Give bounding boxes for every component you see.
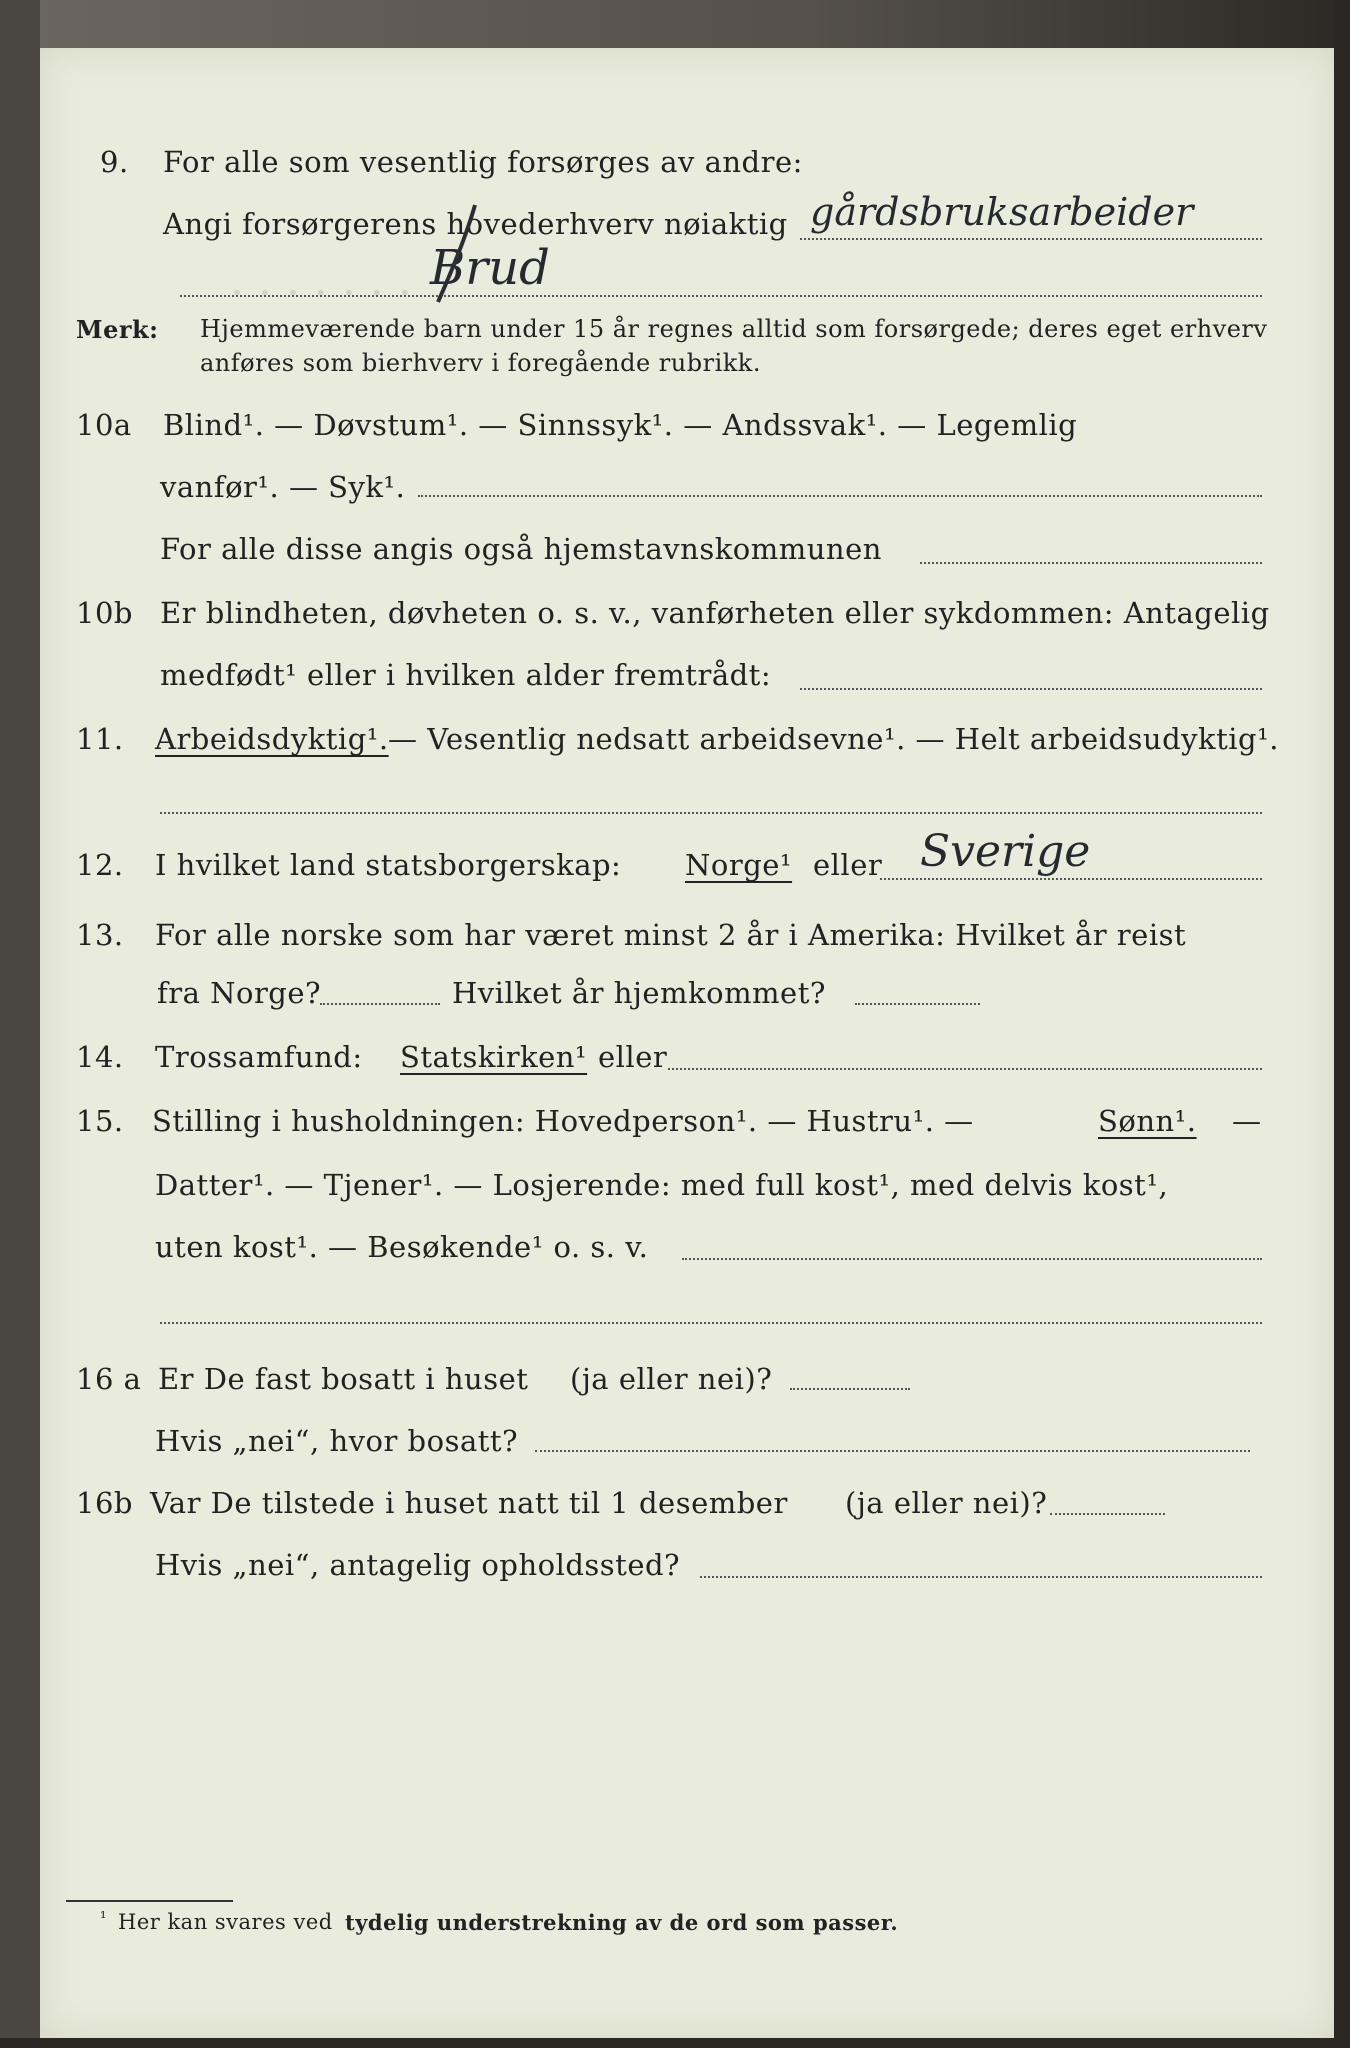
q14-answer-line <box>668 1068 1262 1070</box>
footnote-mark: ¹ <box>100 1908 107 1927</box>
q15-dash: — <box>1232 1104 1262 1138</box>
q16b-line2: Hvis „nei“, antagelig opholdssted? <box>155 1548 681 1582</box>
q9-number: 9. <box>100 145 129 179</box>
scan-border-top <box>0 0 1350 48</box>
q16a-answer-line <box>790 1388 910 1390</box>
q16a-line2: Hvis „nei“, hvor bosatt? <box>155 1424 519 1458</box>
q11-rest: — Vesentlig nedsatt arbeidsevne¹. — Helt arbeidsudyktig¹. <box>388 722 1279 756</box>
q11-answer-line <box>160 812 1262 814</box>
q13-line2-hjemkommet: Hvilket år hjemkommet? <box>452 976 826 1010</box>
q12-answer-line <box>880 878 1262 880</box>
q11-arbeidsdyktig-underlined: Arbeidsdyktig¹. <box>155 722 389 756</box>
q10a-line3: For alle disse angis også hjemstavnskommunen <box>160 532 882 566</box>
q10b-answer-line <box>800 688 1262 690</box>
q16b-number: 16b <box>76 1486 133 1520</box>
q10b-line2: medfødt¹ eller i hvilken alder fremtrådt: <box>160 658 772 692</box>
merk-label: Merk: <box>76 315 159 344</box>
q16b-opholdssted-answer-line <box>700 1576 1262 1578</box>
footnote-text-plain: Her kan svares ved <box>118 1910 333 1934</box>
footnote-text-bold: tydelig understrekning av de ord som passer. <box>345 1910 899 1935</box>
q16a-line1: Er De fast bosatt i huset <box>158 1362 529 1396</box>
q16b-line1: Var De tilstede i huset natt til 1 desember <box>150 1486 788 1520</box>
q14-number: 14. <box>76 1040 124 1074</box>
q10b-line1: Er blindheten, døvheten o. s. v., vanførheten eller sykdommen: Antagelig <box>160 596 1270 630</box>
q10a-syk-answer-line <box>418 495 1262 497</box>
q9-handwritten-answer: gårdsbruksarbeider <box>810 190 1194 234</box>
q13-line2-reist: fra Norge? <box>157 976 322 1010</box>
q15-answer-line <box>682 1258 1262 1260</box>
footnote-rule <box>66 1900 233 1902</box>
q16b-ja-eller-nei: (ja eller nei)? <box>845 1486 1048 1520</box>
q16a-bosatt-answer-line <box>535 1450 1250 1452</box>
q15-line3: uten kost¹. — Besøkende¹ o. s. v. <box>155 1230 649 1264</box>
bleed-through-heading: · · · · · · · <box>230 268 412 319</box>
q10a-line2: vanfør¹. — Syk¹. <box>160 470 406 504</box>
q10a-hjemstavn-answer-line <box>920 562 1262 564</box>
q15-number: 15. <box>76 1104 124 1138</box>
q12-number: 12. <box>76 848 124 882</box>
q14-eller: eller <box>598 1040 668 1074</box>
q10a-number: 10a <box>76 408 132 442</box>
q14-label: Trossamfund: <box>155 1040 363 1074</box>
q13-hjemkommet-answer-line <box>855 1003 980 1005</box>
q13-reist-answer-line <box>320 1003 440 1005</box>
q12-label: I hvilket land statsborgerskap: <box>155 848 622 882</box>
q9-handwritten-answer-2: Brud <box>430 240 550 296</box>
q10a-line1: Blind¹. — Døvstum¹. — Sinnssyk¹. — Andssvak¹. — Legemlig <box>163 408 1078 442</box>
q11-number: 11. <box>76 722 124 756</box>
q12-eller: eller <box>813 848 883 882</box>
q15-line1: Stilling i husholdningen: Hovedperson¹. — Hustru¹. — <box>152 1104 974 1138</box>
q10b-number: 10b <box>76 596 133 630</box>
q9-answer-line <box>800 238 1262 240</box>
q12-norge-underlined: Norge¹ <box>685 848 793 882</box>
q9-line2-label: Angi forsørgerens hovederhverv nøiaktig <box>163 207 788 241</box>
q15-answer-line-2 <box>160 1322 1262 1324</box>
q16a-ja-eller-nei: (ja eller nei)? <box>570 1362 773 1396</box>
scan-border-right <box>1334 0 1350 2048</box>
scan-border-bottom <box>0 2038 1350 2048</box>
q16b-answer-line <box>1050 1513 1165 1515</box>
q15-sonn-underlined: Sønn¹. <box>1098 1104 1197 1138</box>
q9-handwritten-stroke <box>420 200 500 310</box>
scan-border-left <box>0 0 40 2048</box>
merk-line2: anføres som bierhverv i foregående rubrikk. <box>200 349 761 377</box>
q9-line1: For alle som vesentlig forsørges av andre: <box>163 145 803 179</box>
q16a-number: 16 a <box>76 1362 142 1396</box>
q12-handwritten-answer: Sverige <box>920 826 1091 877</box>
q9-answer-line-2 <box>180 295 1262 297</box>
q13-number: 13. <box>76 918 124 952</box>
merk-line1: Hjemmeværende barn under 15 år regnes alltid som forsørgede; deres eget erhverv <box>200 315 1268 343</box>
q13-line1: For alle norske som har været minst 2 år i Amerika: Hvilket år reist <box>155 918 1187 952</box>
q14-statskirken-underlined: Statskirken¹ <box>400 1040 588 1074</box>
q15-line2: Datter¹. — Tjener¹. — Losjerende: med full kost¹, med delvis kost¹, <box>155 1168 1169 1202</box>
